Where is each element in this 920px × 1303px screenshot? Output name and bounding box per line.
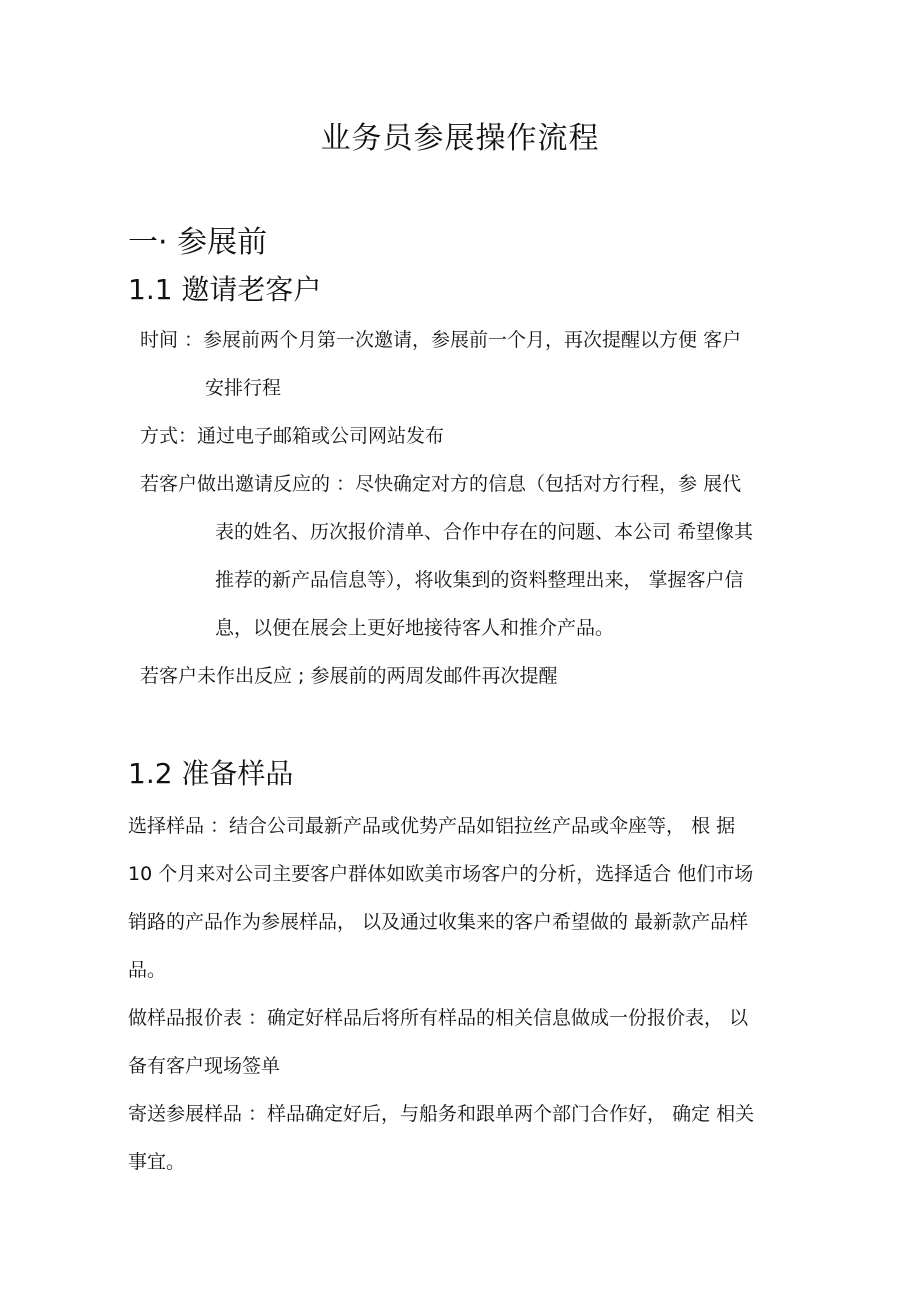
paragraph-line: 表的姓名、历次报价清单、合作中存在的问题、本公司 希望像其 xyxy=(215,521,754,543)
paragraph-line: 销路的产品作为参展样品， 以及通过收集来的客户希望做的 最新款产品样 xyxy=(128,911,749,933)
paragraph-line: 做样品报价表 ：确定好样品后将所有样品的相关信息做成一份报价表， 以 xyxy=(128,1007,749,1029)
paragraph-line: 安排行程 xyxy=(205,377,282,399)
paragraph-line: 若客户未作出反应 ; 参展前的两周发邮件再次提醒 xyxy=(140,665,558,687)
paragraph-line: 推荐的新产品信息等），将收集到的资料整理出来， 掌握客户信 xyxy=(215,569,744,591)
paragraph-line: 若客户做出邀请反应的 ：尽快确定对方的信息（包括对方行程，参 展代 xyxy=(140,473,742,495)
paragraph-line: 寄送参展样品 ：样品确定好后，与船务和跟单两个部门合作好， 确定 相关 xyxy=(128,1103,755,1125)
paragraph-line: 事宜。 xyxy=(128,1151,186,1173)
paragraph-line: 备有客户现场签单 xyxy=(128,1055,281,1077)
subsection-heading: 1.1 邀请老客户 xyxy=(128,273,322,306)
paragraph-line: 方式：通过电子邮箱或公司网站发布 xyxy=(140,425,445,447)
paragraph-line: 息，以便在展会上更好地接待客人和推介产品。 xyxy=(215,617,615,639)
section-heading: 一· 参展前 xyxy=(128,225,268,260)
document-title: 业务员参展操作流程 xyxy=(320,121,600,156)
paragraph-line: 品。 xyxy=(128,959,167,981)
paragraph-line: 10 个月来对公司主要客户群体如欧美市场客户的分析，选择适合 他们市场 xyxy=(128,863,754,885)
paragraph-line: 选择样品 ：结合公司最新产品或优势产品如铝拉丝产品或伞座等， 根 据 xyxy=(128,815,736,837)
subsection-heading: 1.2 准备样品 xyxy=(128,757,294,790)
paragraph-line: 时间 ：参展前两个月第一次邀请，参展前一个月，再次提醒以方便 客户 xyxy=(140,329,742,351)
